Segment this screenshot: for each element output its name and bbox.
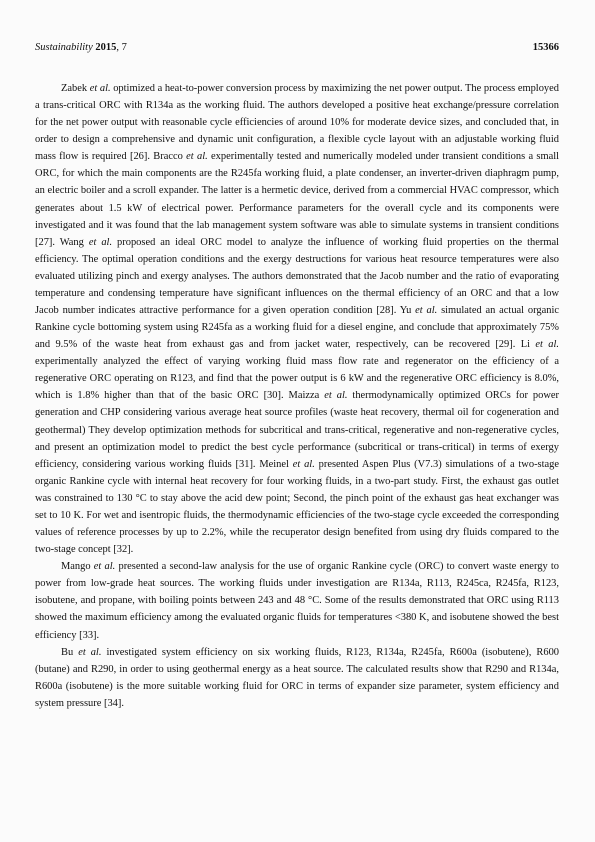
journal-name: Sustainability: [35, 42, 93, 53]
paragraph-text: experimentally tested and numerically modeled under transient conditions a small ORC, for which the main components are the R245fa working fluid, a plate condenser, an inverter-driven diaphragm pump, an electric boiler and a scroll expander. The latter is a hermetic device, derived from a commercial HVAC compressor, which generates about 1.5 kW of electrical power. Performance parameters for the overall cycle and its components were investigated and it was found that the lab management system software was able to simulate systems in transient conditions [27]. Wang: [35, 151, 560, 248]
citation-etal: et al.: [78, 646, 102, 658]
paragraph-text: thermodynamically optimized ORCs for power generation and CHP considering various average heat source profiles (waste heat recovery, thermal oil for cogeneration and geothermal) They develop optimization methods for subcritical and trans-critical, regenerative and non-regenerative cycles, and present an optimization model to predict the best cycle performance (subcritical or trans-critical) in terms of exergy efficiency, considering various working fluids [31]. Meinel: [35, 390, 559, 470]
paragraph-text: presented Aspen Plus (V7.3) simulations of a two-stage organic Rankine cycle with internal heat recovery for four working fluids, in a two-part study. First, the exhaust gas outlet was constrained to 130 °C to stay above the acid dew point; Second, the pinch point of the exhaust gas heat exchanger was set to 10 K. For wet and isentropic fluids, the thermodynamic efficiencies of the two-stage cycle exceeded the corresponding values of reference processes by up to 2.2%, while the recuperator design benefited from using dry fluids compared to the two-stage concept [32].: [35, 458, 559, 556]
journal-citation: [35, 41, 127, 55]
citation-etal: et al.: [93, 561, 116, 573]
citation-etal: et al.: [324, 390, 348, 402]
citation-etal: et al.: [89, 83, 111, 94]
paragraph: [35, 558, 559, 643]
paragraph-text: optimized a heat-to-power conversion process by maximizing the net power output. The process employed a trans-critical ORC with R134a as the working fluid. The authors developed a positive heat exchange/pressure correlation for the net power output with reasonable cycle efficiencies of around 10% for moderate device sizes, and concluded that, in order to design a comprehensive and dynamic unit configuration, a flexible cycle layout with an adjustable working fluid mass flow is required [26]. Bracco: [35, 83, 559, 163]
citation-etal: et al.: [186, 151, 208, 163]
article-body: [35, 80, 559, 712]
paragraph-text: Mango: [61, 561, 94, 573]
citation-etal: et al.: [535, 339, 559, 351]
paragraph-text: proposed an ideal ORC model to analyze the influence of working fluid properties on the thermal efficiency. The optimal operation conditions and the exergy destructions for various heat resource temperatures were also evaluated utilizing pinch and exergy analyses. The authors demonstrated that the Jacob number and the ratio of evaporating temperature and condensing temperature have significant influences on the thermal efficiency of an ORC and that a low Jacob number indicates attractive performance for a given operation condition [28]. Yu: [35, 236, 559, 317]
journal-year: 2015: [95, 42, 117, 53]
page-number: 15366: [532, 42, 559, 53]
citation-etal: et al.: [88, 236, 113, 248]
paragraph-text: Bu: [61, 646, 79, 658]
citation-etal: et al.: [292, 458, 315, 470]
paragraph: [35, 80, 559, 558]
paragraph-text: presented a second-law analysis for the use of organic Rankine cycle (ORC) to convert waste energy to power from low-grade heat sources. The working fluids under investigation are R134a, R113, R245ca, R245fa, R123, isobutene, and propane, with boiling points between 243 and 48 °C. Some of the results demonstrated that ORC using R113 showed the maximum efficiency among the evaluated organic fluids for temperatures <380 K, and isobutene showed the best efficiency [33].: [35, 561, 559, 641]
journal-volume: , 7: [116, 42, 127, 53]
citation-etal: et al.: [415, 305, 438, 317]
paragraph-text: Zabek: [61, 83, 90, 94]
running-header: [35, 41, 559, 55]
paragraph-text: experimentally analyzed the effect of varying working fluid mass flow rate and regenerator on the efficiency of a regenerative ORC operating on R123, and find that the power output is 6 kW and the regenerative ORC efficiency is 8.0%, which is 1.8% higher than that of the basic ORC [30]. Maizza: [35, 356, 559, 402]
paragraph-text: investigated system efficiency on six working fluids, R123, R134a, R245fa, R600a (isobutene), R600 (butane) and R290, in order to using geothermal energy as a heat source. The calculated results show that R290 and R134a, R600a (isobutene) is the more suitable working fluid for ORC in terms of expander size parameter, system efficiency and system pressure [34].: [35, 646, 560, 709]
paragraph: [35, 644, 559, 712]
paragraph-text: simulated an actual organic Rankine cycle bottoming system using R245fa as a working fluid for a diesel engine, and conclude that approximately 75% and 9.5% of the waste heat from exhaust gas and from jacket water, respectively, can be recovered [29]. Li: [35, 305, 559, 351]
